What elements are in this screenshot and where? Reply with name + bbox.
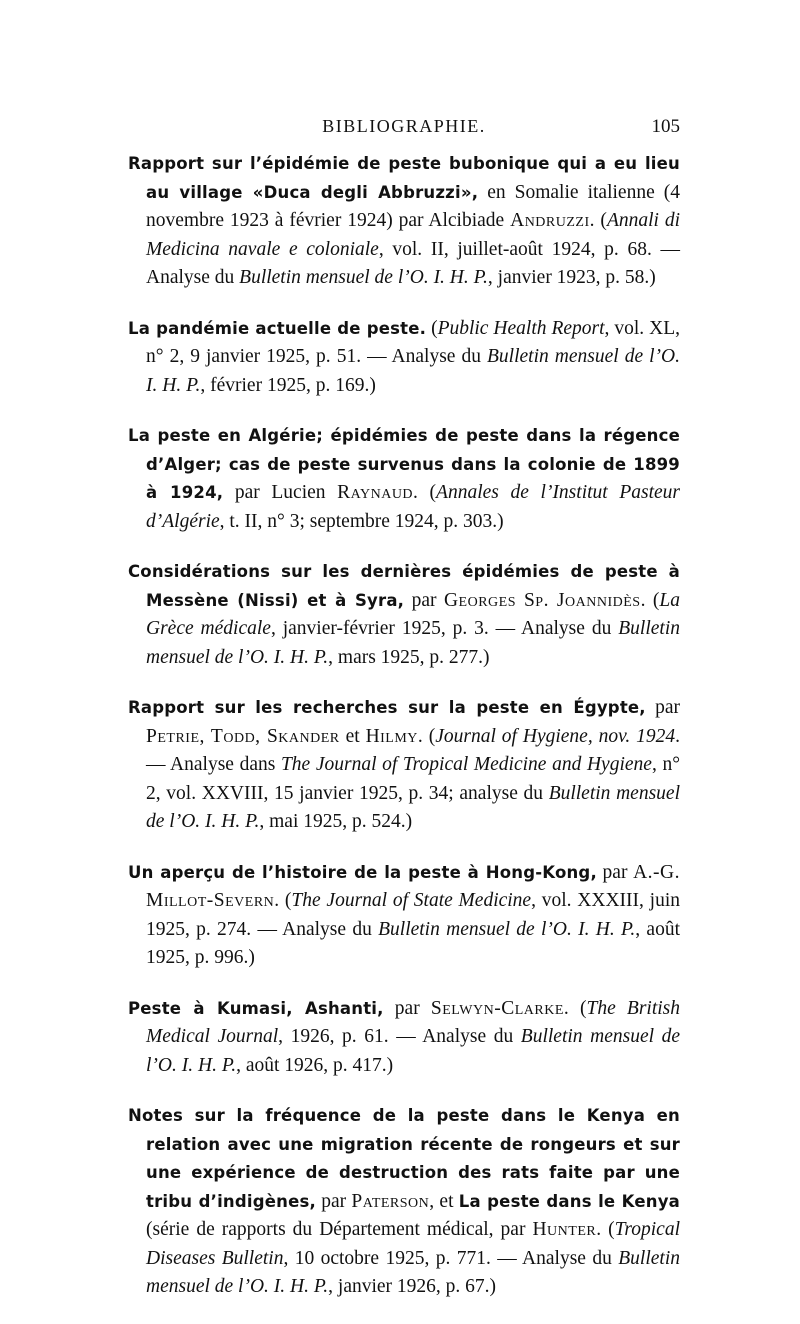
entry-text: par — [383, 997, 431, 1019]
bibliography-entry — [128, 315, 680, 401]
entry-text: (série de rapports du Département médical, par — [146, 1219, 533, 1240]
entry-journal: The British Medical Journal — [146, 997, 680, 1047]
entry-author: Hilmy — [365, 725, 418, 747]
entry-text: , n° 2, vol. XXVIII, 15 janvier 1925, p. 34; analyse du — [146, 754, 680, 804]
bibliography-entry — [128, 422, 680, 536]
page-number: 105 — [651, 116, 680, 137]
entry-journal: Bulletin mensuel de l’O. I. H. P. — [146, 782, 680, 832]
entry-text: par — [315, 1190, 352, 1212]
entry-text: par Lucien — [223, 482, 338, 503]
entry-journal: Bulletin mensuel de l’O. I. H. P. — [146, 1247, 680, 1297]
entry-text: , février 1925, p. 169.) — [200, 374, 376, 396]
entry-journal: Annales de l’Institut Pasteur d’Algérie — [146, 482, 680, 532]
entry-text: , janvier 1923, p. 58.) — [487, 267, 656, 288]
entry-text: . ( — [274, 890, 292, 911]
entry-title: Considérations sur les dernières épidémies de peste à Messène (Nissi) et à Syra, — [128, 562, 680, 610]
entry-text: ( — [426, 317, 438, 339]
running-head: BIBLIOGRAPHIE. — [322, 116, 486, 136]
entry-text: . ( — [417, 725, 436, 747]
entry-author: Hunter — [532, 1219, 597, 1240]
entry-title: La pandémie actuelle de peste. — [128, 318, 427, 338]
entry-text: , janvier 1926, p. 67.) — [328, 1276, 497, 1297]
entry-text: , août 1925, p. 996.) — [146, 918, 681, 968]
bibliography-entry — [128, 150, 680, 293]
entry-text: , août 1926, p. 417.) — [236, 1054, 394, 1076]
entry-journal: Bulletin mensuel de l’O. I. H. P. — [378, 918, 636, 940]
entry-title: Peste à Kumasi, Ashanti, — [128, 998, 384, 1018]
entry-journal: Bulletin mensuel de l’O. I. H. P. — [146, 346, 680, 396]
entry-text: par — [645, 697, 681, 718]
entry-text: . ( — [563, 997, 587, 1019]
entry-text: , t. II, n° 3; septembre 1924, p. 303.) — [219, 510, 504, 532]
entry-text: et — [339, 725, 366, 747]
entry-text: . — Analyse dans — [146, 725, 680, 775]
page-header — [128, 116, 680, 146]
entry-journal: Annali di Medicina navale e coloniale — [146, 210, 681, 260]
entry-text: , mai 1925, p. 524.) — [259, 811, 413, 832]
bibliography-entry — [128, 558, 680, 672]
entry-title: Notes sur la fréquence de la peste dans le Kenya en relation avec une migration récente de rongeurs et sur une expérience de destruction des rats faite par une tribu d’indigènes, — [128, 1106, 680, 1211]
entry-journal: Bulletin mensuel de l’O. I. H. P. — [146, 618, 680, 668]
entry-author: Paterson — [351, 1190, 430, 1212]
entry-author: A.-G. Millot-Severn — [146, 861, 680, 911]
entry-journal: Public Health Report — [437, 317, 605, 339]
entry-journal: Journal of Hygiene, nov. 1924 — [435, 725, 676, 747]
entry-author: Georges Sp. Joannidès — [443, 589, 641, 611]
entry-title: Rapport sur l’épidémie de peste bubonique qui a eu lieu au village «Duca degli Abbruzzi», — [128, 154, 680, 202]
entry-author: Selwyn-Clarke — [430, 997, 564, 1019]
entry-text: , vol. XXXIII, juin 1925, p. 274. — Analyse du — [146, 890, 680, 940]
entry-author: Andruzzi — [510, 210, 590, 231]
bibliography-entry — [128, 859, 680, 973]
entry-journal: La Grèce médicale — [146, 589, 680, 639]
entry-text: en Somalie italienne (4 novembre 1923 à février 1924) par Alcibiade — [146, 181, 680, 231]
entry-author: Petrie, Todd, Skander — [146, 725, 340, 747]
entry-text: . ( — [640, 589, 660, 611]
entry-journal: The Journal of Tropical Medicine and Hygiene — [280, 754, 652, 775]
entry-text: . ( — [413, 482, 437, 503]
entry-text: , mars 1925, p. 277.) — [328, 646, 490, 668]
entry-author: Raynaud — [337, 482, 414, 503]
entry-journal: Bulletin mensuel de l’O. I. H. P. — [146, 1026, 681, 1076]
entry-journal: The Journal of State Medicine — [291, 890, 532, 911]
bibliography-entry — [128, 1102, 680, 1302]
entry-text: . ( — [589, 210, 607, 231]
entry-title: Un aperçu de l’histoire de la peste à Hong-Kong, — [128, 862, 597, 882]
entry-text: , janvier-février 1925, p. 3. — Analyse du — [270, 618, 619, 639]
bibliography-entry — [128, 995, 680, 1081]
entry-title: La peste dans le Kenya — [458, 1191, 680, 1211]
entry-text: par — [596, 861, 634, 883]
entry-title: Rapport sur les recherches sur la peste en Égypte, — [128, 698, 646, 717]
bibliography-entry — [128, 694, 680, 837]
entry-title: La peste en Algérie; épidémies de peste dans la régence d’Alger; cas de peste survenus dans la colonie de 1899 à 1924, — [128, 426, 680, 502]
entry-journal: Tropical Diseases Bulletin — [146, 1219, 680, 1269]
entry-text: , 10 octobre 1925, p. 771. — Analyse du — [283, 1247, 619, 1269]
entry-journal: Bulletin mensuel de l’O. I. H. P. — [239, 267, 488, 288]
entry-text: , 1926, p. 61. — Analyse du — [278, 1026, 521, 1047]
entry-text: , vol. XL, n° 2, 9 janvier 1925, p. 51. — Analyse du — [146, 317, 680, 367]
entry-text: . ( — [596, 1219, 615, 1240]
entry-text: par — [404, 589, 444, 611]
bibliography-list — [128, 150, 680, 1324]
entry-text: , vol. II, juillet-août 1924, p. 68. — Analyse du — [146, 238, 680, 288]
entry-text: , et — [429, 1190, 459, 1212]
